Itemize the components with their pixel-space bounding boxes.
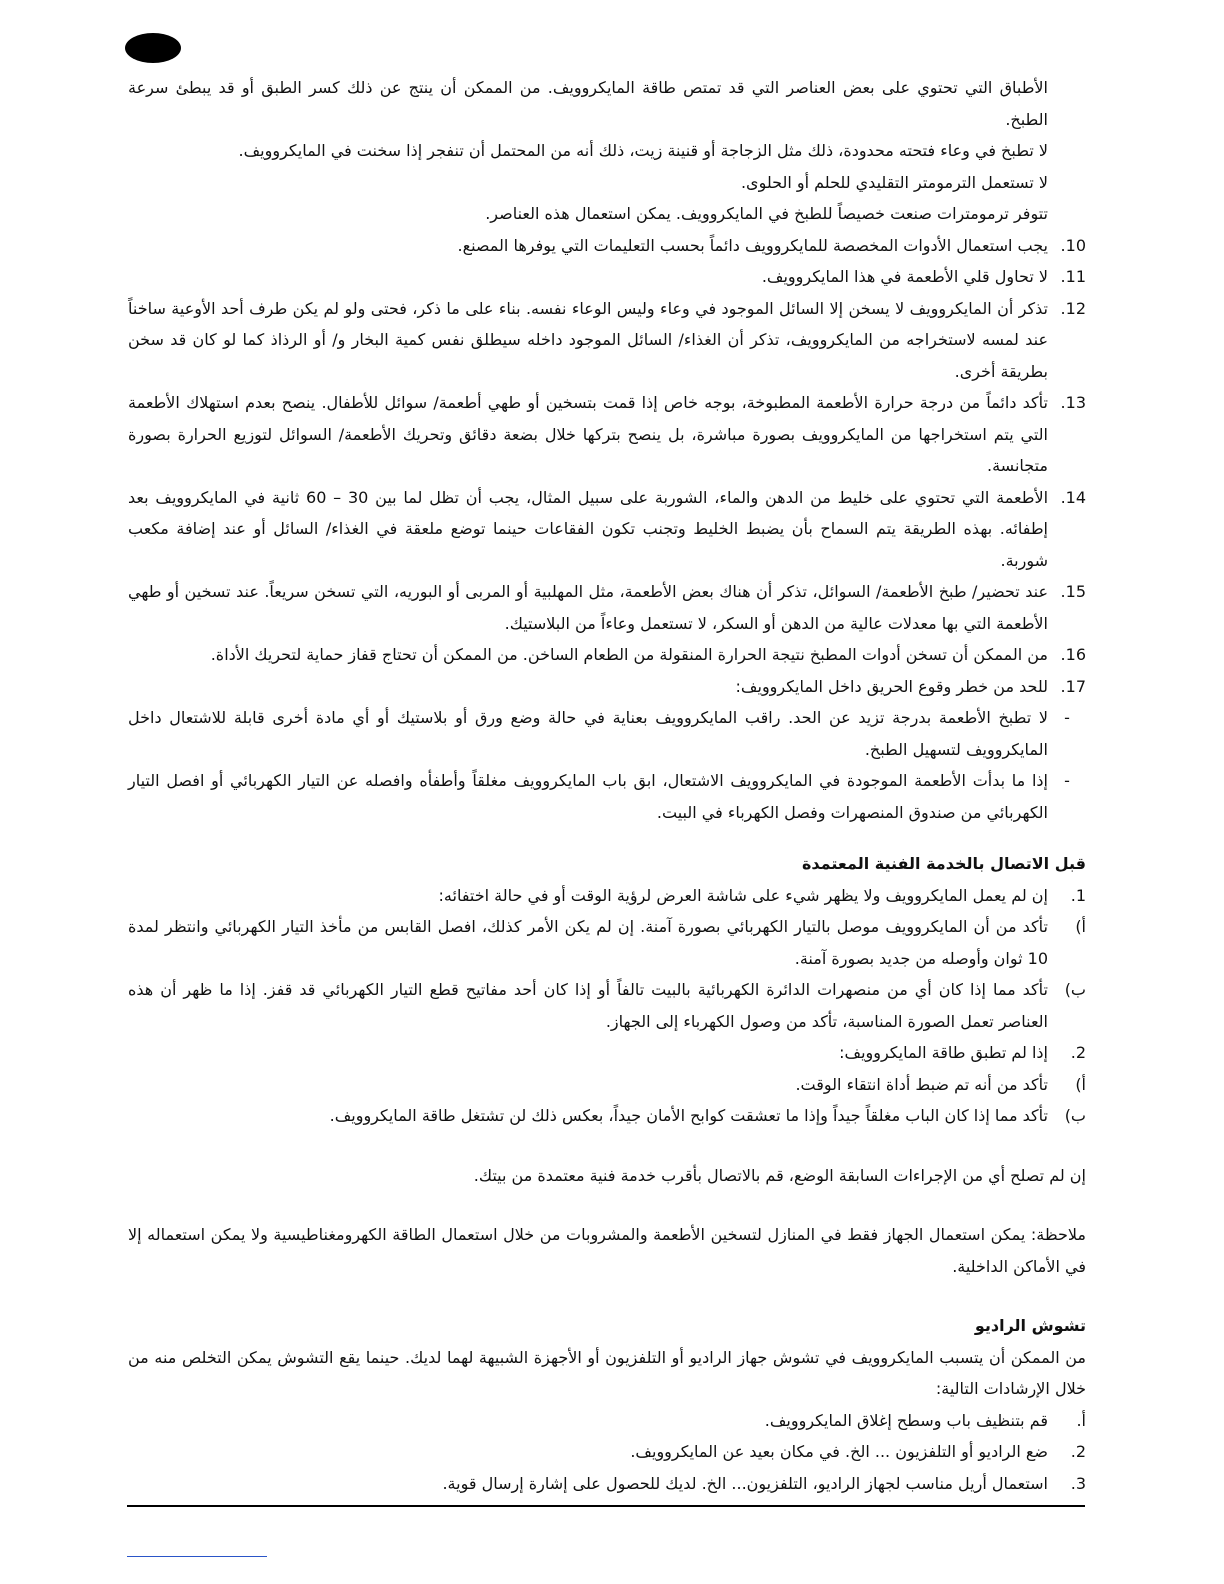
usage-note: ملاحظة: يمكن استعمال الجهاز فقط في المنازل لتسخين الأطعمة والمشروبات من خلال استعمال الطاقة الكهرومغناطيسية ولا يمكن استعماله إلا في الأماكن الداخلية.: [128, 1225, 1086, 1276]
item-text: ضع الراديو أو التلفزيون ... الخ. في مكان بعيد عن المايكروويف.: [630, 1442, 1048, 1461]
item-number: 16.: [1060, 645, 1086, 664]
fire-sublist: [128, 702, 1086, 828]
item-text: تذكر أن المايكروويف لا يسخن إلا السائل الموجود في وعاء وليس الوعاء نفسه. بناء على ما ذكر، فحتى ولو لم يكن طرف أحد الأوعية ساخناً عند لمسه لاستخراجه من المايكروويف، تذكر أن الغذاء/ السائل الموجود داخله سيطلق نفس كمية البخار و/ أو الرذاذ كما لو كان قد سخن بطريقة أخرى.: [128, 298, 1048, 381]
section-heading-radio: تشوش الراديو: [974, 1316, 1086, 1335]
item-text: تأكد من أنه تم ضبط أداة انتقاء الوقت.: [795, 1074, 1048, 1094]
item-text: يجب استعمال الأدوات المخصصة للمايكروويف دائماً بحسب التعليمات التي يوفرها المصنع.: [457, 235, 1048, 255]
list-item: [128, 1436, 1086, 1468]
item-text: تأكد من أن المايكروويف موصل بالتيار الكهربائي بصورة آمنة. إن لم يكن الأمر كذلك، افصل القابس من مأخذ التيار الكهربائي وانتظر لمدة 10 ثوان وأوصله من جديد بصورة آمنة.: [128, 917, 1048, 968]
list-item: [128, 293, 1086, 388]
list-item: [128, 230, 1086, 262]
footer-divider: [127, 1505, 1085, 1507]
item-number: 3.: [1070, 1473, 1086, 1493]
item-text: عند تحضير/ طبخ الأطعمة/ السوائل، تذكر أن هناك بعض الأطعمة، مثل المهلبية أو المربى أو البوريه، التي تسخن سريعاً. عند تسخين أو طهي الأطعمة التي بها معدلات عالية من الدهن أو السكر، لا تستعمل وعاءاً من البلاستيك.: [128, 582, 1048, 633]
item-text: تأكد مما إذا كان الباب مغلقاً جيداً وإذا ما تعشقت كوابح الأمان جيداً، بعكس ذلك لن تشتغل طاقة المايكروويف.: [329, 1106, 1048, 1125]
item-text: للحد من خطر وقوع الحريق داخل المايكروويف:: [735, 676, 1048, 696]
item-number: 13.: [1060, 393, 1086, 412]
radio-list: [128, 1405, 1086, 1500]
list-item: [128, 639, 1086, 671]
item-number: 11.: [1060, 267, 1086, 286]
sub-marker: أ): [1075, 1074, 1086, 1094]
intro-line: لا تطبخ في وعاء فتحته محدودة، ذلك مثل الزجاجة أو قنينة زيت، ذلك أنه من المحتمل أن تنفجر إذا سخنت في المايكروويف.: [238, 141, 1048, 160]
list-item: [128, 261, 1086, 293]
list-item: [128, 482, 1086, 577]
intro-line: لا تستعمل الترمومتر التقليدي للحلم أو الحلوى.: [740, 172, 1048, 192]
item-number: 2.: [1070, 1442, 1086, 1461]
section-heading-service: قبل الاتصال بالخدمة الفنية المعتمدة: [801, 854, 1086, 873]
footer-link-line: [127, 1556, 267, 1557]
intro-line: تتوفر ترمومترات صنعت خصيصاً للطبخ في المايكروويف. يمكن استعمال هذه العناصر.: [485, 204, 1048, 223]
item-number: 2.: [1070, 1043, 1086, 1062]
sub-marker: ب): [1064, 980, 1086, 999]
item-text: تأكد دائماً من درجة حرارة الأطعمة المطبوخة، بوجه خاص إذا قمت بتسخين أو طهي أطعمة/ سوائل للأطفال. ينصح بعدم استهلاك الأطعمة التي يتم استخراجها من المايكروويف بصورة مباشرة، بل ينصح بتركها خلال بضعة دقائق وتحريك الأطعمة/ السوائل لتوزيع الحرارة بصورة متجانسة.: [128, 393, 1048, 475]
list-item: [128, 1405, 1086, 1437]
sub-item: [128, 911, 1086, 974]
item-text: تأكد مما إذا كان أي من منصهرات الدائرة الكهربائية بالبيت تالفاً أو إذا كان أحد مفاتيح قطع التيار الكهربائي قد قفز. إذا ما ظهر أن هذه العناصر تعمل الصورة المناسبة، تأكد من وصول الكهرباء إلى الجهاز.: [128, 980, 1048, 1031]
item-number: 14.: [1060, 487, 1087, 507]
item-text: إذا لم تطبق طاقة المايكروويف:: [839, 1043, 1048, 1062]
item-number: 15.: [1060, 582, 1086, 601]
dash-marker: -: [1064, 771, 1070, 790]
list-item: [128, 880, 1086, 912]
item-text: قم بتنظيف باب وسطح إغلاق المايكروويف.: [764, 1410, 1048, 1430]
sub-marker: أ): [1075, 917, 1086, 936]
item-text: الأطعمة التي تحتوي على خليط من الدهن والماء، الشوربة على سبيل المثال، يجب أن تظل لما بين 30 – 60 ثانية في المايكروويف بعد إطفائه. بهذه الطريقة يتم السماح بأن يضبط الخليط وتجنب تكون الفقاعات حينما توضع ملعقة في الغذاء/ السائل أو عند إضافة مكعب شوربة.: [128, 487, 1049, 570]
item-number: 12.: [1060, 298, 1086, 318]
item-number: 17.: [1060, 676, 1086, 696]
item-text: من الممكن أن تسخن أدوات المطبخ نتيجة الحرارة المنقولة من الطعام الساخن. من الممكن أن تحتاج قفاز حماية لتحريك الأداة.: [210, 645, 1048, 664]
page-language-badge: [125, 33, 181, 63]
radio-intro: من الممكن أن يتسبب المايكروويف في تشوش جهاز الراديو أو التلفزيون أو الأجهزة الشبيهة لهما لديك. حينما يقع التشوش يمكن التخلص منه من خلال الإرشادات التالية:: [128, 1347, 1086, 1398]
item-text: لا تحاول قلي الأطعمة في هذا المايكروويف.: [761, 267, 1048, 286]
item-text: إذا ما بدأت الأطعمة الموجودة في المايكروويف الاشتعال، ابق باب المايكروويف مغلقاً وأطفأه وافصله عن التيار الكهربائي أو افصل التيار الكهربائي من صندوق المنصهرات وفصل الكهرباء في البيت.: [128, 771, 1048, 822]
document-body: [128, 72, 1086, 1499]
item-number: 1.: [1070, 885, 1086, 905]
intro-line: الأطباق التي تحتوي على بعض العناصر التي قد تمتص طاقة المايكروويف. من الممكن أن ينتج عن ذلك كسر الطبق أو قد يبطئ سرعة الطبخ.: [128, 78, 1048, 129]
list-item: [128, 1468, 1086, 1500]
list-item: [128, 702, 1086, 765]
sub-marker: ب): [1064, 1106, 1086, 1125]
sub-item: [128, 1100, 1086, 1132]
list-item: [128, 671, 1086, 703]
service-list: [128, 880, 1086, 1132]
item-number: أ.: [1076, 1410, 1086, 1430]
list-item: [128, 1037, 1086, 1069]
list-item: [128, 765, 1086, 828]
service-closing-text: إن لم تصلح أي من الإجراءات السابقة الوضع، قم بالاتصال بأقرب خدمة فنية معتمدة من بيتك.: [473, 1165, 1086, 1185]
list-item: [128, 576, 1086, 639]
list-item: [128, 387, 1086, 482]
dash-marker: -: [1064, 708, 1070, 727]
intro-paragraph: [128, 72, 1086, 230]
item-text: لا تطبخ الأطعمة بدرجة تزيد عن الحد. راقب المايكروويف بعناية في حالة وضع ورق أو بلاستيك أو أي مادة أخرى قابلة للاشتعال داخل المايكروويف لتسهيل الطبخ.: [128, 708, 1048, 759]
item-text: إن لم يعمل المايكروويف ولا يظهر شيء على شاشة العرض لرؤية الوقت أو في حالة اختفائه:: [438, 885, 1048, 905]
item-number: 10.: [1060, 235, 1086, 255]
item-text: استعمال أريل مناسب لجهاز الراديو، التلفزيون... الخ. لديك للحصول على إشارة إرسال قوية.: [442, 1473, 1048, 1493]
sub-item: [128, 1069, 1086, 1101]
safety-list: [128, 230, 1086, 703]
sub-item: [128, 974, 1086, 1037]
